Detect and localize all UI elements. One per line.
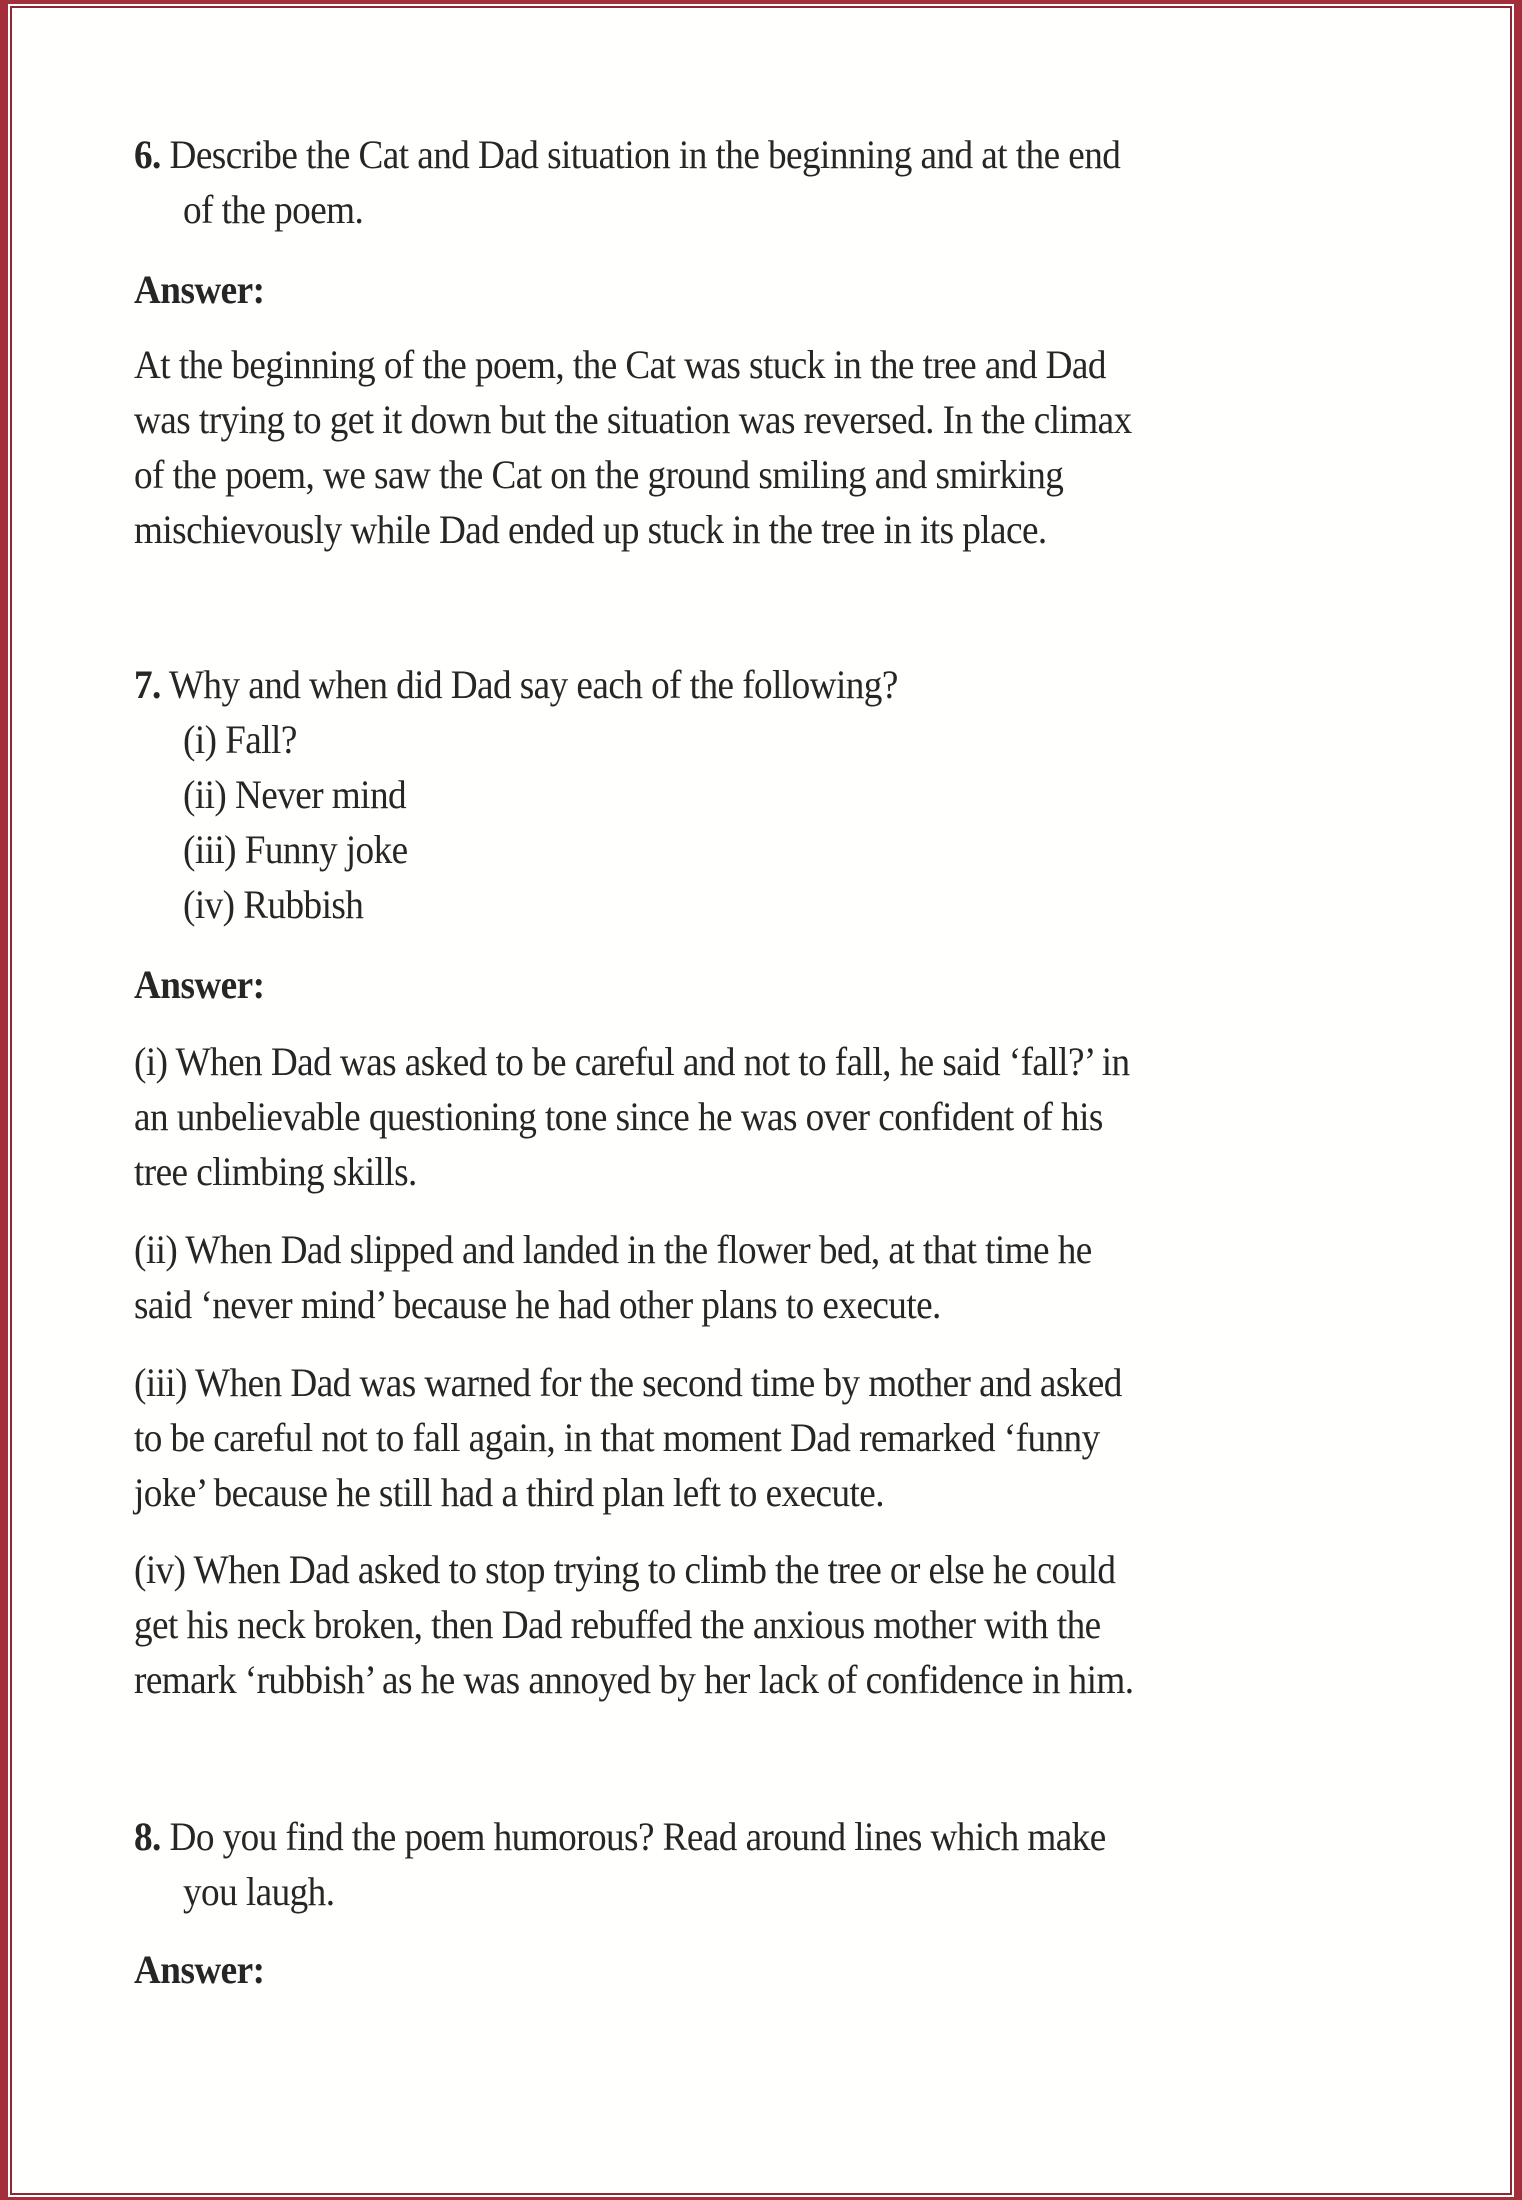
answer-line: (i) When Dad was asked to be careful and not to fall, he said ‘fall?’ in <box>134 1039 1130 1084</box>
question-text: Describe the Cat and Dad situation in the beginning and at the end <box>169 132 1121 177</box>
answer-line: was trying to get it down but the situation was reversed. In the climax <box>134 397 1132 442</box>
sub-item: (i) Fall? <box>183 717 297 762</box>
answer-line: (ii) When Dad slipped and landed in the flower bed, at that time he <box>134 1227 1092 1272</box>
answer-line: an unbelievable questioning tone since he was over confident of his <box>134 1094 1103 1139</box>
answer-line: of the poem, we saw the Cat on the ground smiling and smirking <box>134 452 1064 497</box>
question-8-line-2: you laugh. <box>183 1869 335 1914</box>
answer-label: Answer: <box>134 1947 265 1992</box>
sub-item: (iv) Rubbish <box>183 882 364 927</box>
answer-line: tree climbing skills. <box>134 1149 417 1194</box>
question-text: Why and when did Dad say each of the following? <box>168 662 898 707</box>
answer-line: (iii) When Dad was warned for the second time by mother and asked <box>134 1360 1122 1405</box>
question-number: 7. <box>134 662 161 707</box>
question-number: 6. <box>134 132 161 177</box>
question-number: 8. <box>134 1814 161 1859</box>
answer-line: (iv) When Dad asked to stop trying to climb the tree or else he could <box>134 1547 1116 1592</box>
answer-line: joke’ because he still had a third plan left to execute. <box>134 1470 885 1515</box>
answer-line: to be careful not to fall again, in that moment Dad remarked ‘funny <box>134 1415 1100 1460</box>
question-text: Do you find the poem humorous? Read around lines which make <box>169 1814 1106 1859</box>
question-6-line-2: of the poem. <box>183 187 364 232</box>
answer-line: mischievously while Dad ended up stuck in the tree in its place. <box>134 507 1047 552</box>
answer-label: Answer: <box>134 267 265 312</box>
answer-line: At the beginning of the poem, the Cat was stuck in the tree and Dad <box>134 342 1106 387</box>
question-6-line-1 <box>134 132 1121 177</box>
question-7-line-1 <box>134 662 898 707</box>
answer-line: said ‘never mind’ because he had other plans to execute. <box>134 1282 941 1327</box>
answer-line: get his neck broken, then Dad rebuffed the anxious mother with the <box>134 1602 1101 1647</box>
sub-item: (iii) Funny joke <box>183 827 408 872</box>
answer-label: Answer: <box>134 962 265 1007</box>
sub-item: (ii) Never mind <box>183 772 407 817</box>
answer-line: remark ‘rubbish’ as he was annoyed by her lack of confidence in him. <box>134 1657 1134 1702</box>
question-8-line-1 <box>134 1814 1106 1859</box>
